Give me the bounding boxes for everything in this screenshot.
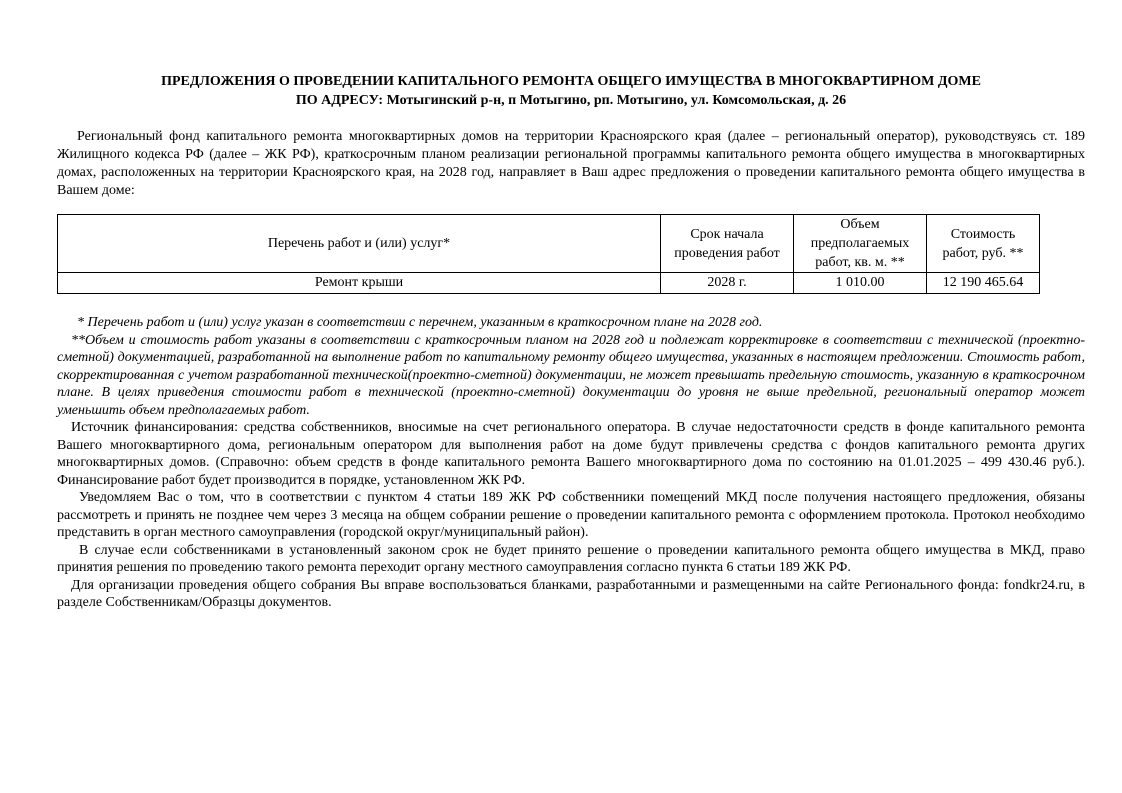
header-works-list: Перечень работ и (или) услуг* bbox=[58, 215, 661, 273]
document-title bbox=[57, 72, 1085, 110]
cell-volume: 1 010.00 bbox=[794, 273, 927, 294]
financing-paragraph: Источник финансирования: средства собственников, вносимые на счет регионального оператора. В случае недостаточности средств в фонде капитального ремонта Вашего многоквартирного дома, региональным оператором для выполнения работ на доме будут привлечены средства с фондов капитального ремонта других многоквартирных домов. (Справочно: объем средств в фонде капитального ремонта Вашего многоквартирного дома по состоянию на 01.01.2025 – 499 430.46 руб.). Финансирование работ будет производится в порядке, установленном ЖК РФ. bbox=[57, 420, 1085, 488]
forms-paragraph: Для организации проведения общего собрания Вы вправе воспользоваться бланками, разработанными и размещенными на сайте Регионального фонда: fondkr24.ru, в разделе Собственникам/Образцы документов. bbox=[57, 577, 1085, 610]
table-row bbox=[58, 273, 1040, 294]
document-page bbox=[57, 72, 1085, 612]
footnote-works-list: * Перечень работ и (или) услуг указан в соответствии с перечнем, указанным в краткосрочном плане на 2028 год. bbox=[77, 315, 763, 330]
header-start-date: Срок начала проведения работ bbox=[661, 215, 794, 273]
notes-section bbox=[57, 314, 1085, 612]
cell-work-name: Ремонт крыши bbox=[58, 273, 661, 294]
header-cost: Стоимость работ, руб. ** bbox=[927, 215, 1040, 273]
footnote-volume-cost: **Объем и стоимость работ указаны в соответствии с краткосрочным планом на 2028 год и подлежат корректировке в соответствии с технической (проектно-сметной) документацией, разработанной на выполнение работ по капитальному ремонту общего имущества, указанных в настоящем предложении. Стоимость работ, скорректированная с учетом разработанной технической(проектно-сметной) документации, не может превышать предельную стоимость, указанную в краткосрочном плане. В целях приведения стоимости работ в технической (проектно-сметной) документации до уровня не выше предельной, региональный оператор может уменьшить объем предполагаемых работ. bbox=[57, 332, 1085, 418]
notice-paragraph: Уведомляем Вас о том, что в соответствии с пунктом 4 статьи 189 ЖК РФ собственники помещений МКД после получения настоящего предложения, обязаны рассмотреть и принять не позднее чем через 3 месяца на общем собрании решение о проведении капитального ремонта с оформлением протокола. Протокол необходимо представить в орган местного самоуправления (городской округ/муниципальный район). bbox=[57, 490, 1085, 540]
transfer-paragraph: В случае если собственниками в установленный законом срок не будет принято решение о проведении капитального ремонта общего имущества в МКД, право принятия решения по проведению такого ремонта переходит органу местного самоуправления согласно пункта 6 статьи 189 ЖК РФ. bbox=[57, 542, 1085, 575]
cell-start-date: 2028 г. bbox=[661, 273, 794, 294]
cell-cost: 12 190 465.64 bbox=[927, 273, 1040, 294]
works-table bbox=[57, 214, 1040, 294]
table-header-row bbox=[58, 215, 1040, 273]
title-line-1: ПРЕДЛОЖЕНИЯ О ПРОВЕДЕНИИ КАПИТАЛЬНОГО РЕМОНТА ОБЩЕГО ИМУЩЕСТВА В МНОГОКВАРТИРНОМ ДОМЕ bbox=[161, 74, 981, 89]
intro-paragraph: Региональный фонд капитального ремонта многоквартирных домов на территории Красноярского края (далее – региональный оператор), руководствуясь ст. 189 Жилищного кодекса РФ (далее – ЖК РФ), краткосрочным планом реализации региональной программы капитального ремонта общего имущества в многоквартирных домах, расположенных на территории Красноярского края, на 2028 год, направляет в Ваш адрес предложения о проведении капитального ремонта общего имущества в Вашем доме: bbox=[57, 129, 1085, 198]
title-line-2: ПО АДРЕСУ: Мотыгинский р-н, п Мотыгино, рп. Мотыгино, ул. Комсомольская, д. 26 bbox=[295, 93, 847, 108]
header-volume: Объем предполагаемых работ, кв. м. ** bbox=[794, 215, 927, 273]
